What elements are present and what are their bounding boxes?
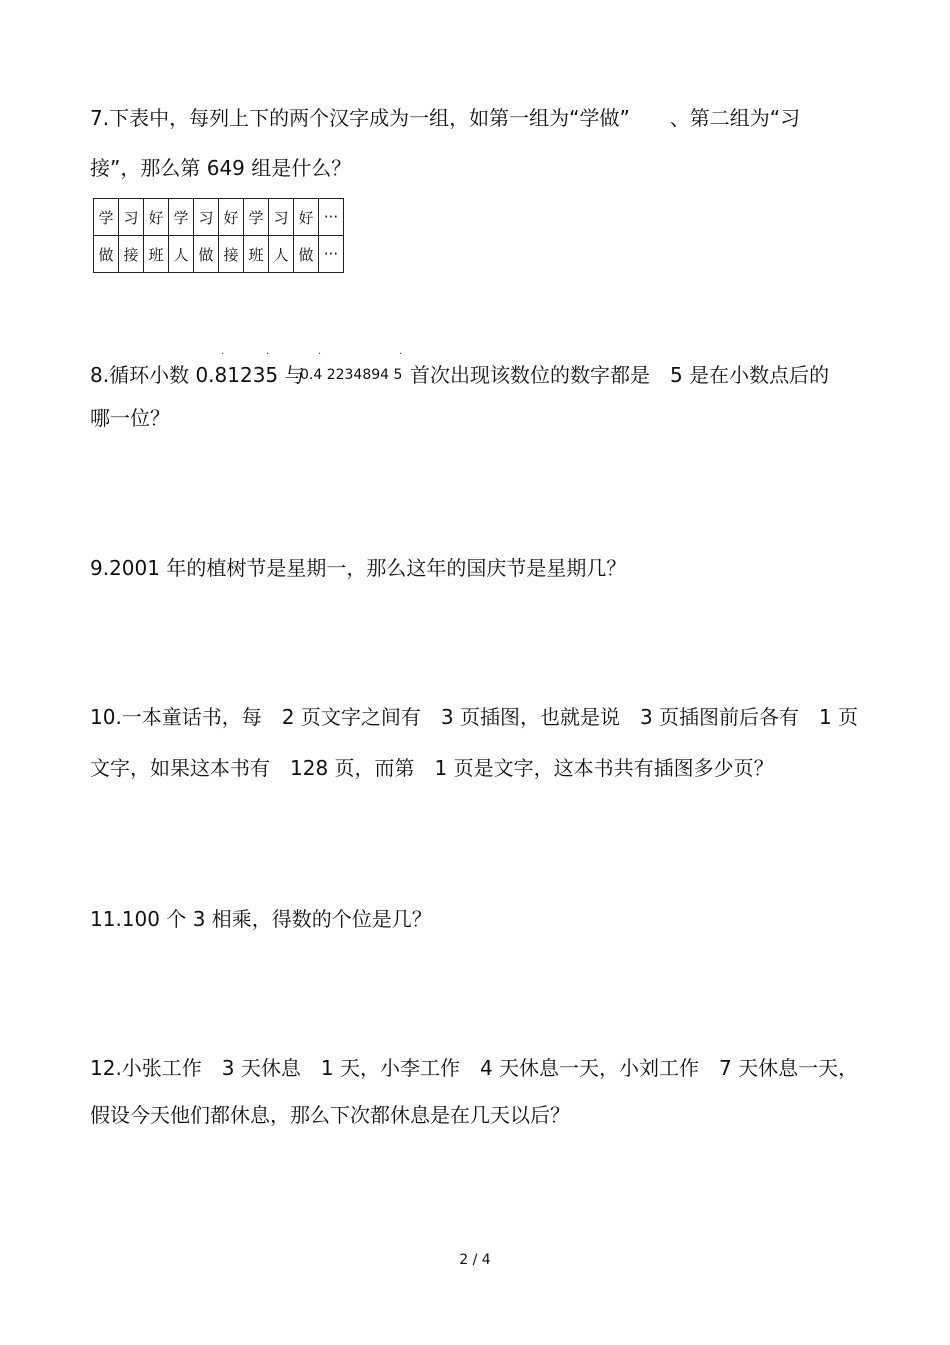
- table-cell: 好: [219, 199, 244, 236]
- q8-text-line2: 哪一位？: [90, 406, 170, 430]
- table-cell: 人: [169, 236, 194, 273]
- table-cell: ···: [319, 199, 344, 236]
- table-cell: 学: [94, 199, 119, 236]
- table-cell: 习: [194, 199, 219, 236]
- table-cell: 班: [244, 236, 269, 273]
- q12-text-line1: 12.小张工作 3 天休息 1 天，小李工作 4 天休息一天，小刘工作 7 天休息一天，: [90, 1056, 859, 1080]
- q12-text-line2: 假设今天他们都休息，那么下次都休息是在几天以后？: [90, 1103, 570, 1127]
- q11-text: 11.100 个 3 相乘，得数的个位是几？: [90, 907, 432, 931]
- table-cell: 人: [269, 236, 294, 273]
- q8-text-prefix: 8.循环小数 0.81235 与: [90, 363, 305, 387]
- table-cell: 学: [169, 199, 194, 236]
- table-cell: 班: [144, 236, 169, 273]
- table-row: [94, 236, 344, 273]
- repeat-dot-mark: ·: [266, 349, 270, 360]
- table-row: [94, 199, 344, 236]
- table-cell: 学: [244, 199, 269, 236]
- table-cell: 接: [219, 236, 244, 273]
- table-cell: 做: [294, 236, 319, 273]
- repeating-decimal: 0.4 2234894 5: [300, 367, 403, 383]
- table-cell: 习: [119, 199, 144, 236]
- page-number: 2 / 4: [459, 1252, 491, 1268]
- q9-text: 9.2001 年的植树节是星期一，那么这年的国庆节是星期几？: [90, 556, 627, 580]
- hanzi-table: [93, 198, 344, 273]
- repeat-dot-mark: ·: [221, 349, 225, 360]
- table-cell: 好: [144, 199, 169, 236]
- q10-text-line1: 10.一本童话书，每 2 页文字之间有 3 页插图，也就是说 3 页插图前后各有 1 页: [90, 705, 859, 729]
- repeat-dot-mark: ·: [318, 349, 322, 360]
- table-cell: 习: [269, 199, 294, 236]
- q8-text-suffix: 首次出现该数位的数字都是 5 是在小数点后的: [410, 363, 830, 387]
- table-cell: 做: [194, 236, 219, 273]
- q7-text-line2: 接”，那么第 649 组是什么？: [90, 156, 352, 180]
- table-cell: 做: [94, 236, 119, 273]
- table-cell: ···: [319, 236, 344, 273]
- q7-text-line1: 7.下表中，每列上下的两个汉字成为一组，如第一组为“学做” 、第二组为“习: [90, 106, 801, 130]
- repeat-dot-mark: ·: [399, 349, 403, 360]
- table-cell: 好: [294, 199, 319, 236]
- table-cell: 接: [119, 236, 144, 273]
- q10-text-line2: 文字，如果这本书有 128 页，而第 1 页是文字，这本书共有插图多少页？: [90, 756, 774, 780]
